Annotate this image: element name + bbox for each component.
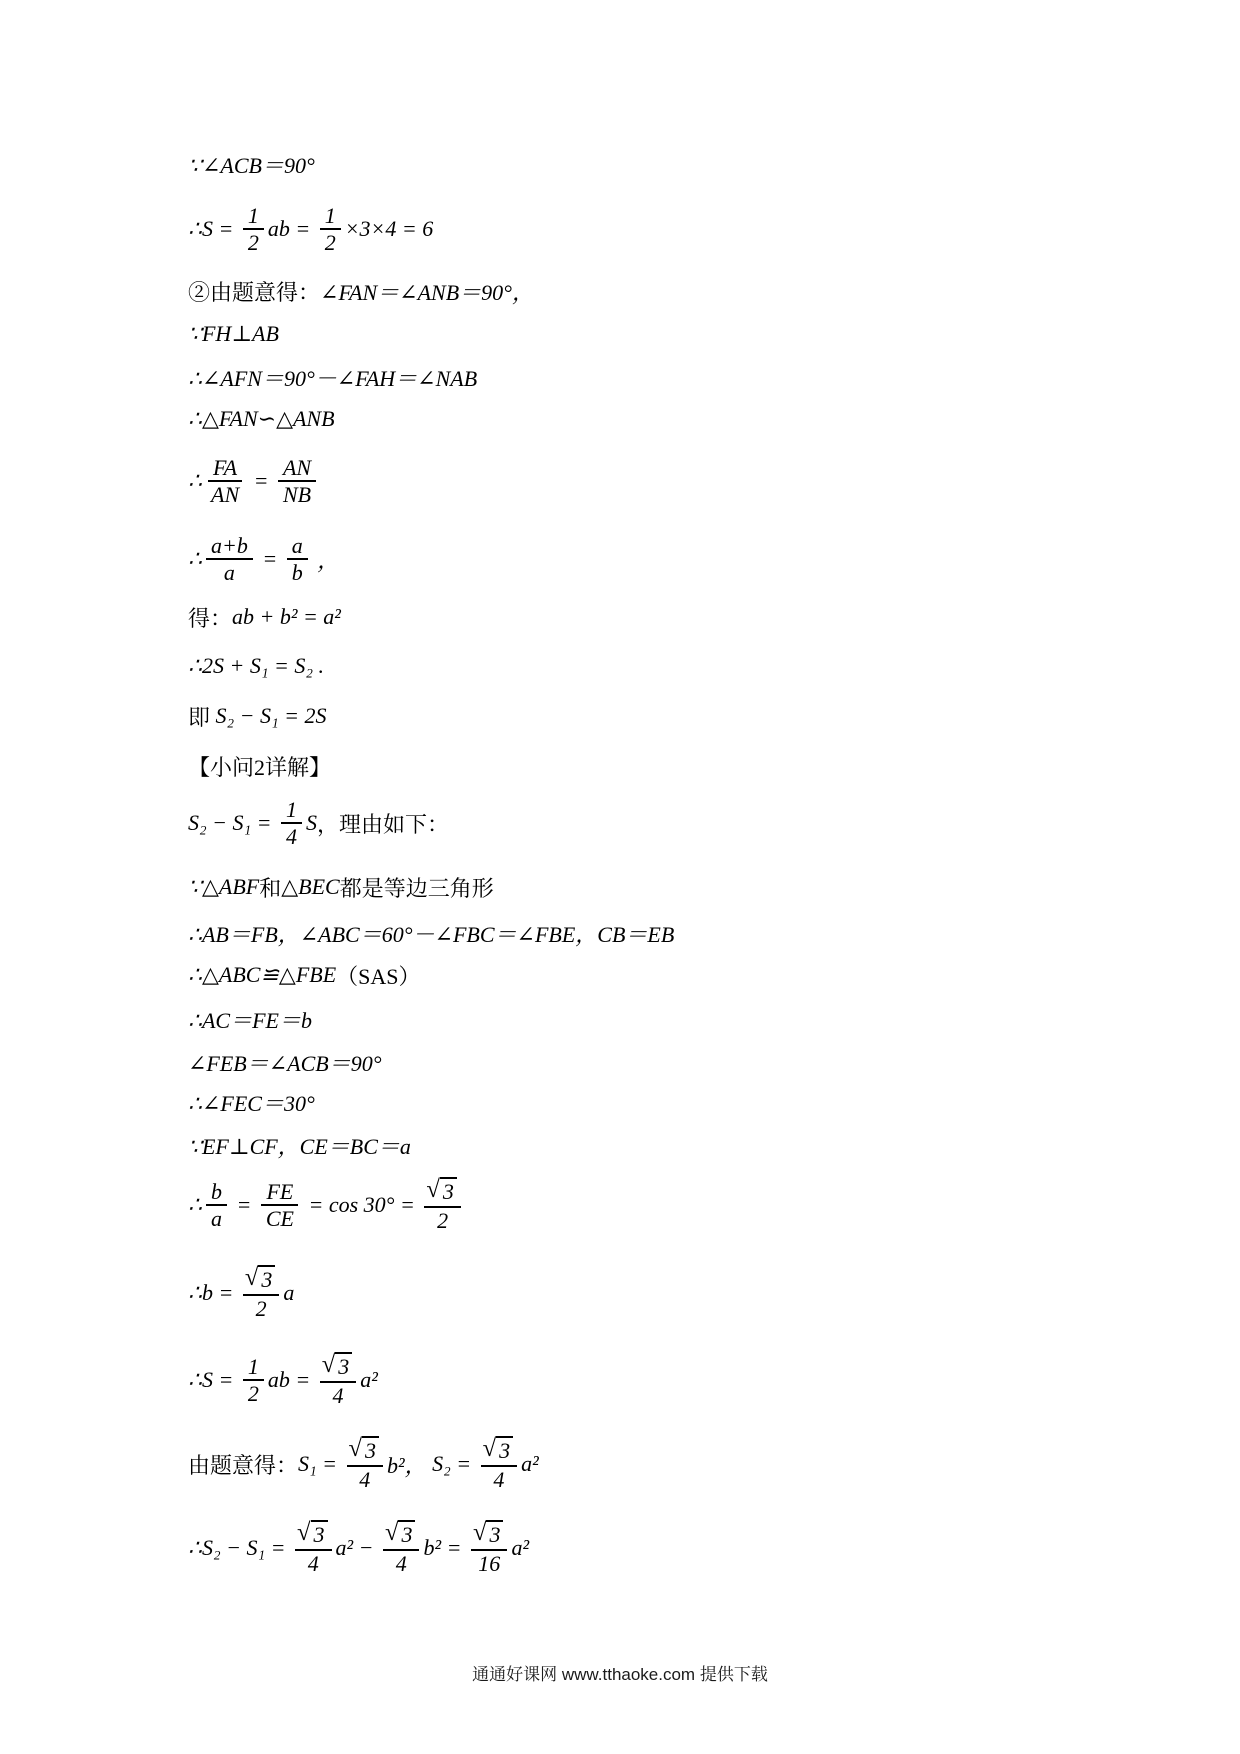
fraction-denominator: 4 bbox=[395, 1551, 407, 1577]
radical-sign: √ bbox=[426, 1175, 440, 1203]
sqrt-numerator bbox=[295, 1520, 332, 1551]
fraction bbox=[471, 1520, 508, 1577]
footer-watermark bbox=[0, 1660, 1240, 1686]
fraction-denominator: CE bbox=[265, 1206, 294, 1231]
cjk-text: 即 bbox=[188, 704, 216, 730]
fraction-denominator: b bbox=[291, 560, 303, 585]
math-text: ∴AB＝FB，∠ABC＝60°－∠FBC＝∠FBE，CB＝EB bbox=[188, 921, 675, 947]
line-ef-perp-cf bbox=[188, 1130, 411, 1160]
fraction-denominator: AN bbox=[211, 482, 240, 507]
line-angle-afn bbox=[188, 362, 477, 392]
math-text: S₂ − S₁ = 2S bbox=[215, 703, 327, 728]
radical-sign: √ bbox=[297, 1518, 311, 1546]
sqrt-numerator bbox=[243, 1265, 280, 1296]
fraction bbox=[281, 797, 302, 850]
line-angle-acb bbox=[188, 149, 315, 179]
fraction-numerator: 1 bbox=[243, 1354, 264, 1381]
math-text: = bbox=[248, 468, 274, 493]
math-text: ∠FAN＝∠ANB＝90°， bbox=[320, 279, 534, 305]
math-text: ∴2S + S₁ = S₂ . bbox=[188, 653, 324, 678]
math-text: ∴△FAN∽△ANB bbox=[188, 406, 335, 431]
math-text: ×3×4 = 6 bbox=[344, 216, 434, 241]
line-equilateral-triangles bbox=[188, 872, 494, 902]
math-text: ∴ bbox=[188, 1192, 202, 1217]
fraction-numerator: a bbox=[287, 533, 308, 560]
fraction bbox=[347, 1436, 384, 1493]
fraction bbox=[287, 533, 308, 586]
fraction-denominator: 2 bbox=[247, 1381, 259, 1406]
fraction-denominator: 4 bbox=[493, 1467, 505, 1493]
radicand: 3 bbox=[311, 1520, 328, 1548]
cjk-text: （SAS） bbox=[336, 963, 421, 989]
line-fh-perp-ab bbox=[188, 319, 279, 349]
math-text: ∵FH⊥AB bbox=[188, 321, 279, 346]
fraction bbox=[261, 1179, 299, 1232]
math-text: ∴AC＝FE＝b bbox=[188, 1007, 312, 1033]
fraction-numerator: FE bbox=[261, 1179, 298, 1206]
cjk-text: ②由题意得： bbox=[188, 279, 321, 305]
line-2s-plus-s1 bbox=[188, 651, 324, 681]
math-text: = bbox=[231, 1192, 257, 1217]
fraction-denominator: a bbox=[211, 1206, 222, 1231]
fraction-numerator: 1 bbox=[320, 203, 341, 230]
math-text: S₂ = bbox=[432, 1451, 477, 1476]
math-text: S₁ = bbox=[298, 1451, 343, 1476]
fraction-denominator: 2 bbox=[324, 230, 336, 255]
math-text: ∴△ABC≌△FBE bbox=[188, 962, 337, 987]
radical-sign: √ bbox=[321, 1350, 336, 1378]
math-text: ∴ bbox=[188, 546, 202, 571]
fraction-denominator: a bbox=[223, 560, 235, 585]
fraction-denominator: 2 bbox=[247, 230, 259, 255]
sqrt-numerator bbox=[383, 1520, 420, 1551]
math-text: △BEC bbox=[281, 874, 340, 899]
math-text: a bbox=[283, 1280, 295, 1305]
math-text: b²， bbox=[387, 1452, 433, 1478]
cjk-text: 和 bbox=[259, 875, 282, 901]
line-s2-minus-s1-2s bbox=[188, 701, 327, 731]
fraction bbox=[243, 203, 264, 256]
sqrt-numerator bbox=[424, 1177, 461, 1208]
cjk-text: 由题意得： bbox=[188, 1452, 299, 1478]
math-text: ∴S = bbox=[188, 216, 239, 241]
fraction bbox=[206, 455, 244, 508]
fraction bbox=[206, 533, 253, 586]
math-text: ∠FEB＝∠ACB＝90° bbox=[188, 1050, 382, 1076]
fraction-denominator: 4 bbox=[332, 1383, 344, 1409]
fraction-denominator: 4 bbox=[307, 1551, 319, 1577]
fraction-numerator: AN bbox=[278, 455, 316, 482]
math-text: ∴b = bbox=[188, 1280, 239, 1305]
line-ac-fe-b bbox=[188, 1004, 312, 1034]
line-step2-given bbox=[188, 276, 534, 306]
fraction-denominator: NB bbox=[282, 482, 312, 507]
line-area-s-equals bbox=[188, 193, 433, 265]
math-text: ∴∠FEC＝30° bbox=[188, 1090, 315, 1116]
line-claim-quarter-s bbox=[188, 787, 449, 859]
fraction bbox=[206, 1179, 227, 1232]
math-text: S bbox=[306, 810, 317, 835]
cjk-text: 都是等边三角形 bbox=[339, 875, 494, 901]
fraction bbox=[424, 1177, 461, 1234]
line-fec-30 bbox=[188, 1087, 315, 1117]
math-text: ∵∠ACB＝90° bbox=[188, 152, 315, 178]
math-text: ∵EF⊥CF，CE＝BC＝a bbox=[188, 1133, 411, 1159]
sqrt-numerator bbox=[347, 1436, 384, 1467]
radical-sign: √ bbox=[244, 1263, 259, 1291]
line-s1-s2-given bbox=[188, 1428, 539, 1500]
cjk-text: ，理由如下： bbox=[317, 811, 450, 837]
line-ratio-fa-an bbox=[188, 445, 320, 517]
line-cos30 bbox=[188, 1169, 465, 1241]
radicand: 3 bbox=[440, 1177, 457, 1205]
line-ab-fb-angles bbox=[188, 918, 674, 948]
radicand: 3 bbox=[362, 1436, 379, 1464]
math-text: b² = bbox=[423, 1535, 467, 1560]
fraction bbox=[243, 1265, 280, 1322]
sqrt-numerator bbox=[320, 1352, 357, 1383]
math-text: ab = bbox=[267, 1367, 316, 1392]
sqrt-numerator bbox=[471, 1520, 508, 1551]
fraction-denominator: 2 bbox=[437, 1208, 449, 1234]
math-text: a² bbox=[511, 1535, 530, 1560]
fraction bbox=[320, 203, 341, 256]
fraction-numerator: 1 bbox=[281, 797, 302, 824]
line-congruent-sas bbox=[188, 960, 421, 990]
math-text: ∵△ABF bbox=[188, 874, 260, 899]
math-text: = bbox=[256, 546, 283, 571]
fraction bbox=[481, 1436, 518, 1493]
cjk-text: 得： bbox=[188, 605, 233, 631]
radical-sign: √ bbox=[482, 1434, 497, 1462]
math-text: S₂ − S₁ = bbox=[188, 810, 277, 835]
fraction-denominator: 2 bbox=[255, 1296, 267, 1322]
line-final-result bbox=[188, 1512, 529, 1584]
fraction bbox=[278, 455, 316, 508]
math-text: ab + b² = a² bbox=[232, 604, 341, 629]
fraction-numerator: a+b bbox=[206, 533, 253, 560]
fraction bbox=[295, 1520, 332, 1577]
fraction-numerator: FA bbox=[208, 455, 242, 482]
math-text: ∴∠AFN＝90°－∠FAH＝∠NAB bbox=[188, 365, 478, 391]
math-text: a² − bbox=[335, 1535, 379, 1560]
cjk-text: 【小问2详解】 bbox=[188, 754, 332, 780]
radicand: 3 bbox=[258, 1265, 275, 1293]
radicand: 3 bbox=[496, 1436, 513, 1464]
radical-sign: √ bbox=[472, 1518, 487, 1546]
fraction bbox=[320, 1352, 357, 1409]
radicand: 3 bbox=[486, 1520, 503, 1548]
math-text: ab = bbox=[267, 216, 316, 241]
fraction-numerator: 1 bbox=[243, 203, 264, 230]
fraction-denominator: 16 bbox=[478, 1551, 501, 1577]
radical-sign: √ bbox=[384, 1518, 399, 1546]
line-b-equals bbox=[188, 1257, 294, 1329]
math-text: = cos 30° = bbox=[302, 1192, 421, 1217]
math-text: ∴S = bbox=[188, 1367, 239, 1392]
footer-text: 通通好课网 www.tthaoke.com 提供下载 bbox=[472, 1665, 768, 1684]
line-s-sqrt3-over-4 bbox=[188, 1344, 378, 1416]
line-similar-triangles bbox=[188, 404, 335, 434]
math-text: a² bbox=[521, 1451, 539, 1476]
fraction-numerator: b bbox=[206, 1179, 227, 1206]
section-heading-part2 bbox=[188, 751, 331, 781]
line-feb-acb-90 bbox=[188, 1047, 382, 1077]
fraction bbox=[383, 1520, 420, 1577]
fraction-denominator: 4 bbox=[286, 824, 297, 849]
radical-sign: √ bbox=[348, 1434, 363, 1462]
sqrt-numerator bbox=[481, 1436, 518, 1467]
line-derive-ab-b2 bbox=[188, 602, 341, 632]
fraction-denominator: 4 bbox=[359, 1467, 371, 1493]
math-text: ∴ bbox=[188, 468, 202, 493]
line-ratio-ab-a bbox=[188, 523, 339, 595]
radicand: 3 bbox=[335, 1352, 352, 1380]
math-text: a² bbox=[360, 1367, 378, 1392]
radicand: 3 bbox=[398, 1520, 415, 1548]
fraction bbox=[243, 1354, 264, 1407]
math-text: ， bbox=[311, 547, 340, 573]
math-text: ∴S₂ − S₁ = bbox=[188, 1535, 291, 1560]
